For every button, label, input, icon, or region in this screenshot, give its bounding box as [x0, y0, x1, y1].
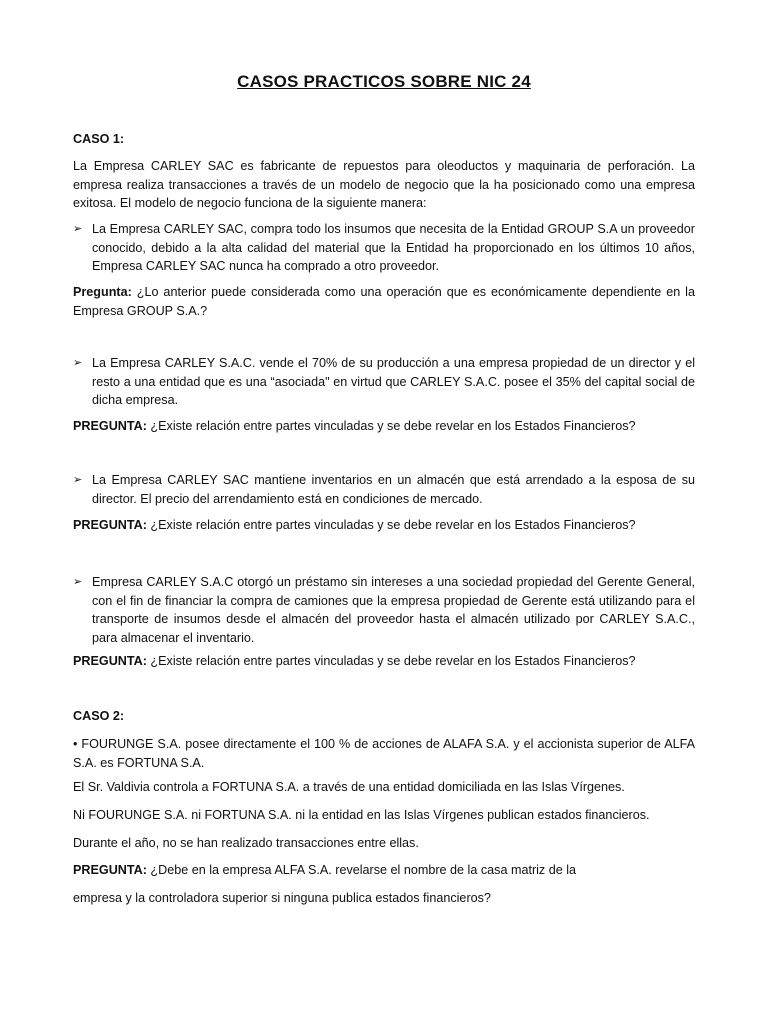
caso1-heading: CASO 1:: [73, 132, 125, 146]
bullet-text: La Empresa CARLEY SAC, compra todo los insumos que necesita de la Entidad GROUP S.A un proveedor conocido, debido a la alta calidad del material que la Entidad ha proporcionado en los últimos 10 años, Empresa CARLEY SAC nunca ha comprado a otro proveedor.: [92, 222, 695, 273]
caso1-bullet-3: [73, 471, 695, 508]
question-text: ¿Existe relación entre partes vinculadas y se debe revelar en los Estados Financieros?: [146, 518, 636, 532]
question-label: Pregunta:: [73, 285, 132, 299]
caso1-intro: La Empresa CARLEY SAC es fabricante de repuestos para oleoductos y maquinaria de perforación. La empresa realiza transacciones a través de un modelo de negocio que la ha posicionado como una empresa exitosa. El modelo de negocio funciona de la siguiente manera:: [73, 159, 695, 210]
question-label: PREGUNTA:: [73, 863, 147, 877]
arrow-bullet-icon: ➢: [73, 576, 83, 588]
arrow-bullet-icon: ➢: [73, 357, 83, 369]
question-text: ¿Existe relación entre partes vinculadas y se debe revelar en los Estados Financieros?: [146, 654, 636, 668]
arrow-bullet-icon: ➢: [73, 223, 83, 235]
bullet-text: La Empresa CARLEY S.A.C. vende el 70% de su producción a una empresa propiedad de un director y el resto a una entidad que es una “asociada" en virtud que CARLEY S.A.C. posee el 35% del capital social de dicha empresa.: [92, 356, 695, 407]
caso1-question-1: [73, 283, 695, 320]
arrow-bullet-icon: ➢: [73, 474, 83, 486]
bullet-text: Empresa CARLEY S.A.C otorgó un préstamo sin intereses a una sociedad propiedad del Gerente General, con el fin de financiar la compra de camiones que la empresa propiedad de Gerente está utilizando para el transporte de insumos desde el almacén del proveedor hasta el almacén utilizado por CARLEY S.A.C., para almacenar el inventario.: [92, 575, 695, 645]
caso2-paragraph-4: Durante el año, no se han realizado transacciones entre ellas.: [73, 836, 419, 850]
question-label: PREGUNTA:: [73, 419, 147, 433]
caso2-paragraph-3: Ni FOURUNGE S.A. ni FORTUNA S.A. ni la entidad en las Islas Vírgenes publican estados financieros.: [73, 808, 650, 822]
question-text: ¿Existe relación entre partes vinculadas y se debe revelar en los Estados Financieros?: [146, 419, 636, 433]
question-label: PREGUNTA:: [73, 518, 147, 532]
caso1-bullet-4: [73, 573, 695, 647]
document-title: CASOS PRACTICOS SOBRE NIC 24: [237, 72, 531, 91]
caso1-question-2: [73, 417, 695, 436]
question-label: PREGUNTA:: [73, 654, 147, 668]
bullet-text: La Empresa CARLEY SAC mantiene inventarios en un almacén que está arrendado a la esposa de su director. El precio del arrendamiento está en condiciones de mercado.: [92, 473, 695, 506]
question-text: ¿Debe en la empresa ALFA S.A. revelarse el nombre de la casa matriz de la: [146, 863, 577, 877]
caso2-question: [73, 861, 695, 880]
caso1-question-3: [73, 516, 695, 535]
caso2-paragraph-2: El Sr. Valdivia controla a FORTUNA S.A. a través de una entidad domiciliada en las Islas Vírgenes.: [73, 780, 625, 794]
caso1-bullet-2: [73, 354, 695, 410]
caso1-question-4: [73, 652, 695, 671]
caso2-heading: CASO 2:: [73, 709, 125, 723]
caso2-question-continuation: empresa y la controladora superior si ninguna publica estados financieros?: [73, 891, 491, 905]
caso2-paragraph-1: • FOURUNGE S.A. posee directamente el 100 % de acciones de ALAFA S.A. y el accionista superior de ALFA S.A. es FORTUNA S.A.: [73, 737, 695, 770]
caso1-bullet-1: [73, 220, 695, 276]
question-text: ¿Lo anterior puede considerada como una operación que es económicamente dependiente en la Empresa GROUP S.A.?: [73, 285, 695, 318]
